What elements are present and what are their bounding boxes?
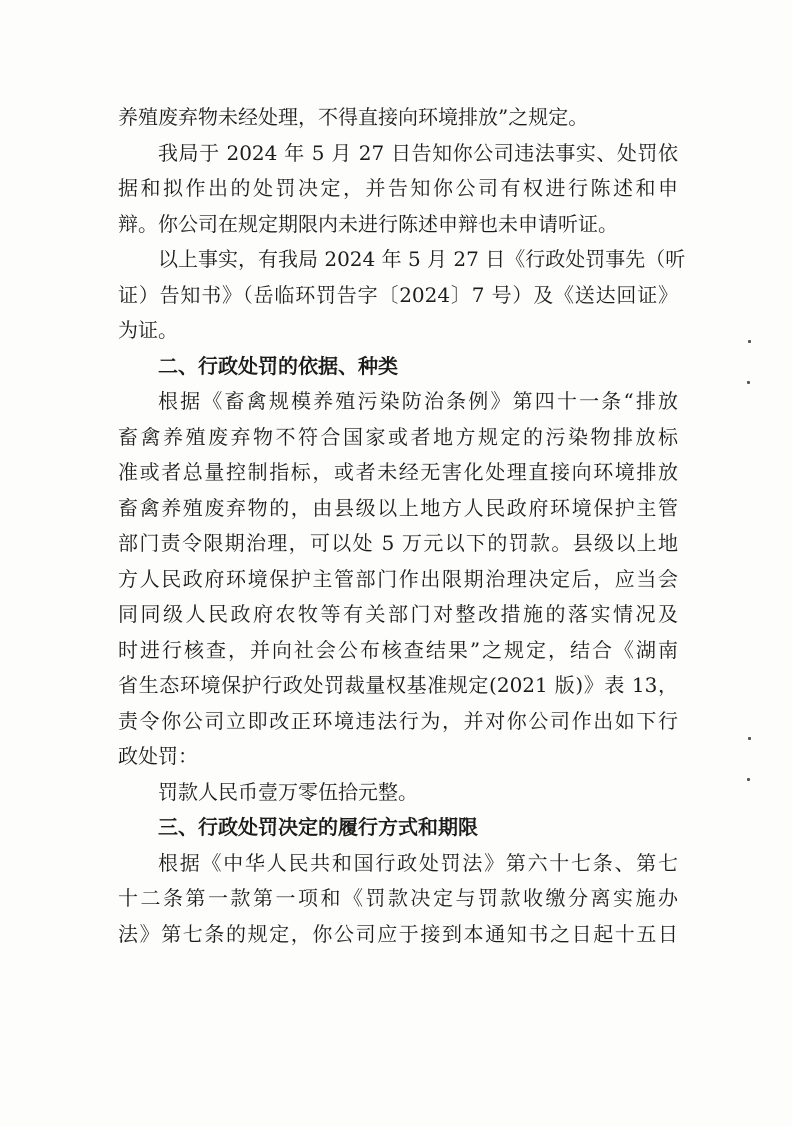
- paragraph-line: 辩。你公司在规定期限内未进行陈述申辩也未申请听证。: [118, 211, 618, 236]
- scan-mark: [748, 737, 751, 740]
- scan-mark: [747, 381, 750, 384]
- paragraph-line: 畜禽养殖废弃物不符合国家或者地方规定的污染物排放标: [118, 424, 678, 449]
- paragraph-line: 方人民政府环境保护主管部门作出限期治理决定后，应当会: [118, 566, 678, 591]
- paragraph-line: 省生态环境保护行政处罚裁量权基准规定(2021 版)》表 13，: [118, 673, 678, 697]
- paragraph-line: 政处罚：: [118, 744, 198, 768]
- paragraph-line: 据和拟作出的处罚决定，并告知你公司有权进行陈述和申: [118, 176, 678, 200]
- paragraph-line: 责令你公司立即改正环境违法行为，并对你公司作出如下行: [118, 708, 678, 733]
- paragraph-line: 以上事实，有我局 2024 年 5 月 27 日《行政处罚事先（听: [158, 247, 686, 271]
- paragraph-line: 养殖废弃物未经处理，不得直接向环境排放”之规定。: [118, 105, 589, 129]
- paragraph-line: 同同级人民政府农牧等有关部门对整改措施的落实情况及: [118, 602, 678, 626]
- paragraph-line: 罚款人民币壹万零伍拾元整。: [158, 779, 418, 804]
- paragraph-line: 十二条第一款第一项和《罚款决定与罚款收缴分离实施办: [118, 886, 678, 910]
- paragraph-line: 法》第七条的规定，你公司应于接到本通知书之日起十五日: [118, 921, 678, 946]
- section-heading: 三、行政处罚决定的履行方式和期限: [158, 815, 478, 839]
- section-heading: 二、行政处罚的依据、种类: [158, 353, 398, 378]
- paragraph-line: 准或者总量控制指标，或者未经无害化处理直接向环境排放: [118, 460, 678, 484]
- paragraph-line: 部门责令限期治理，可以处 5 万元以下的罚款。县级以上地: [118, 531, 678, 555]
- paragraph-line: 证）告知书》（岳临环罚告字〔2024〕7 号）及《送达回证》: [118, 282, 678, 307]
- paragraph-line: 畜禽养殖废弃物的，由县级以上地方人民政府环境保护主管: [118, 495, 678, 520]
- scan-mark: [747, 778, 750, 781]
- scan-mark: [748, 340, 751, 343]
- paragraph-line: 我局于 2024 年 5 月 27 日告知你公司违法事实、处罚依: [158, 140, 678, 165]
- document-body: [118, 100, 686, 952]
- paragraph-line: 根据《畜禽规模养殖污染防治条例》第四十一条“排放: [158, 389, 678, 413]
- paragraph-line: 根据《中华人民共和国行政处罚法》第六十七条、第七: [158, 850, 678, 875]
- paragraph-line: 时进行核查，并向社会公布核查结果”之规定，结合《湖南: [118, 637, 678, 662]
- paragraph-line: 为证。: [118, 318, 178, 342]
